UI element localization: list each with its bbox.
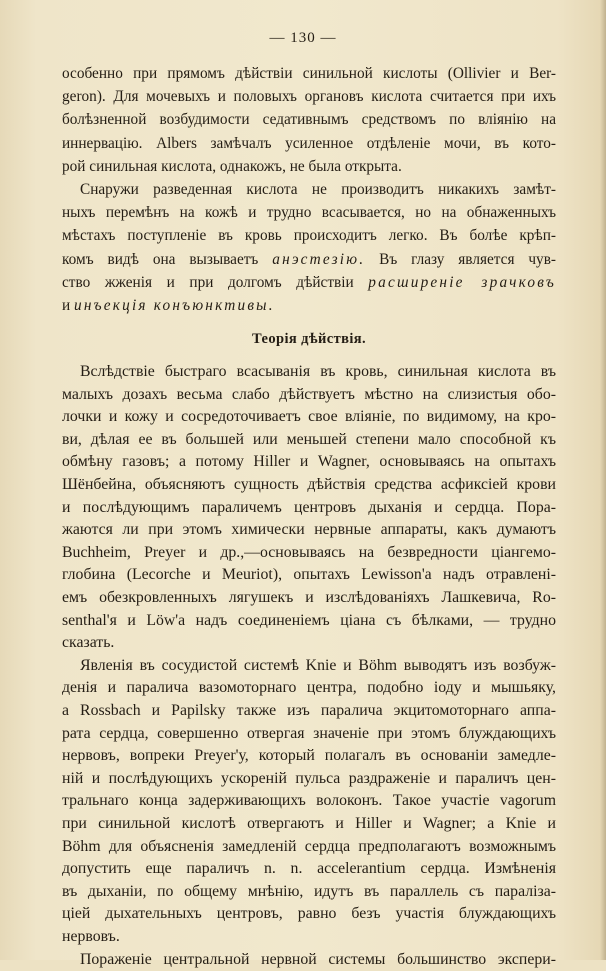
- text-line: [62, 248, 556, 271]
- text-line: лочки и кожу и сосредоточиваетъ свое вліяніе, по видимому, на кро-: [62, 406, 556, 429]
- text-line: Вслѣдствіе быстраго всасыванія въ кровь, синильная кислота въ: [62, 361, 556, 384]
- text-line: Шёнбейна, объясняютъ сущность дѣйствія средства асфиксіей крови: [62, 474, 556, 497]
- text-line: малыхъ дозахъ весьма слабо дѣйствуетъ мѣстно на слизистыя обо-: [62, 384, 556, 407]
- text-line: и послѣдующимъ параличемъ центровъ дыханія и сердца. Пора-: [62, 497, 556, 520]
- text-line: тральнаго конца задерживающихъ волоконъ. Такое участіе vagorum: [62, 790, 556, 813]
- text-line: ныхъ перемѣнъ на кожѣ и трудно всасывается, но на обнаженныхъ: [62, 201, 556, 224]
- text-line: иннервацію. Albers замѣчалъ усиленное отдѣленіе мочи, въ кото-: [62, 132, 556, 155]
- section-title: Теорія дѣйствія.: [62, 317, 556, 361]
- text-line: а Rossbach и Papilsky также изъ паралича экцитомоторнаго аппа-: [62, 700, 556, 723]
- text-line: ціей дыхательныхъ центровъ, равно безъ участія блуждающихъ: [62, 903, 556, 926]
- text-fragment: Въ глазу является чув-: [379, 251, 556, 268]
- text-line: [62, 271, 556, 294]
- text-line: особенно при прямомъ дѣйствіи синильной кислоты (Ollivier и Ber-: [62, 62, 556, 85]
- page-edge-shadow: [600, 0, 606, 960]
- text-line: Явленія въ сосудистой системѣ Knie и Böhm выводятъ изъ возбуж-: [62, 655, 556, 678]
- text-line: мѣстахъ поступленіе въ кровь происходитъ легко. Въ болѣе крѣп-: [62, 224, 556, 247]
- text-line: сказать.: [62, 632, 556, 655]
- text-line: ви, дѣлая ее въ большей или меньшей степени мало способной къ: [62, 429, 556, 452]
- text-fragment: и: [62, 297, 70, 314]
- text-line: рата сердца, совершенно отвергая значеніе при этомъ блуждающихъ: [62, 723, 556, 746]
- text-fragment: ство жженія и при долгомъ дѣйствіи: [62, 274, 354, 291]
- text-line: глобина (Lecorche и Meuriot), опытахъ Lewisson'а надъ отравленi-: [62, 564, 556, 587]
- emphasized-term: анэстезію.: [272, 251, 365, 268]
- text-fragment: комъ видѣ она вызываетъ: [62, 251, 258, 268]
- text-line: при синильной кислотѣ отвергаютъ и Hiller и Wagner; а Knie и: [62, 813, 556, 836]
- page-text: [62, 62, 556, 971]
- text-line: рой синильная кислота, однакожъ, не была открыта.: [62, 155, 556, 178]
- text-line: Böhm для объясненія замедленій сердца предполагаютъ возможнымъ: [62, 836, 556, 859]
- text-line: допустить еще параличъ n. n. accelerantium сердца. Измѣненія: [62, 858, 556, 881]
- page-number: — 130 —: [0, 30, 606, 47]
- section-body: [62, 361, 556, 971]
- text-line: денія и паралича вазомоторнаго центра, подобно іоду и мышьяку,: [62, 677, 556, 700]
- emphasized-term: расширеніе зрачковъ: [368, 274, 556, 291]
- text-line: обмѣну газовъ; а потому Hiller и Wagner, основываясь на опытахъ: [62, 451, 556, 474]
- text-line: Пораженіе центральной нервной системы большинство экспери-: [62, 949, 556, 971]
- text-line: Buchheim, Preyer и др.,—основываясь на безвредности ціангемо-: [62, 542, 556, 565]
- text-line: Снаружи разведенная кислота не производитъ никакихъ замѣт-: [62, 178, 556, 201]
- text-line: senthal'я и Löw'а надъ соединеніемъ ціана съ бѣлками, — трудно: [62, 610, 556, 633]
- emphasized-term: инъекція конъюнктивы.: [74, 297, 275, 314]
- text-line: болѣзненной возбудимости седативнымъ средствомъ по вліянію на: [62, 108, 556, 131]
- text-line: нервовъ.: [62, 926, 556, 949]
- text-line: въ дыханіи, по общему мнѣнію, идутъ въ параллель съ параліза-: [62, 881, 556, 904]
- text-line: [62, 294, 556, 317]
- text-line: емъ обезкровленныхъ лягушекъ и изслѣдованіяхъ Лашкевича, Ro-: [62, 587, 556, 610]
- text-line: нервовъ, вопреки Preyer'у, который полагалъ въ основаніи замедле-: [62, 745, 556, 768]
- text-line: ній и послѣдующихъ ускореній пульса раздраженіе и параличъ цен-: [62, 768, 556, 791]
- text-line: geron). Для мочевыхъ и половыхъ органовъ кислота считается при ихъ: [62, 85, 556, 108]
- text-line: жаются ли при этомъ химически нервные аппараты, какъ думаютъ: [62, 519, 556, 542]
